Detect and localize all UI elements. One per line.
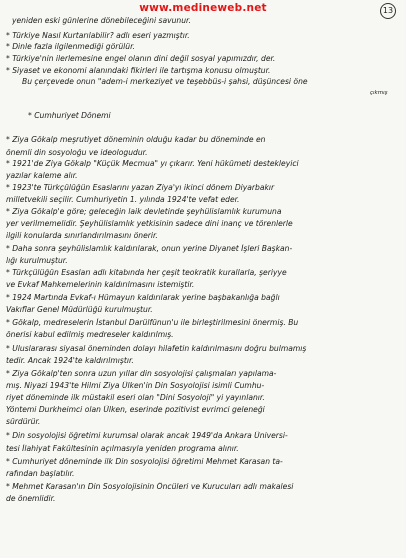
note-line: yeniden eski günlerine dönebileceğini savunur. bbox=[12, 16, 191, 25]
note-line: * 1923'te Türkçülüğün Esaslarını yazan Ziya'yı ikinci dönem Diyarbakır bbox=[6, 183, 275, 192]
note-line: * Türkiye'nin ilerlemesine engel olanın dini değil sosyal yapımızdır, der. bbox=[6, 54, 276, 63]
note-line: yer verilmemelidir. Şeyhülislamlık yetkisinin sadece dini inanç ve törenlerle bbox=[6, 219, 293, 228]
note-line: Yöntemi Durkheimci olan Ülken, eserinde pozitivist evrimci geleneği bbox=[6, 405, 265, 414]
note-line: de önemlidir. bbox=[6, 494, 56, 503]
note-line: riyet döneminde ilk müstakil eseri olan "Dini Sosyoloji" yi yayınlanır. bbox=[6, 393, 265, 402]
note-line: Vakıflar Genel Müdürlüğü kurulmuştur. bbox=[6, 305, 153, 314]
note-line: * 1924 Martında Evkaf-ı Hümayun kaldırılarak yerine başbakanlığa bağlı bbox=[6, 293, 280, 302]
note-line: tedir. Ancak 1924'te kaldırılmıştır. bbox=[6, 356, 134, 365]
note-line: lığı kurulmuştur. bbox=[6, 256, 68, 265]
note-line: önerisi kabul edilmiş medreseler kaldırılmış. bbox=[6, 330, 174, 339]
page-number: 13 bbox=[380, 3, 396, 19]
note-line: milletvekili seçilir. Cumhuriyetin 1. yılında 1924'te vefat eder. bbox=[6, 195, 240, 204]
note-line: mış. Niyazi 1943'te Hilmi Ziya Ülken'in Din Sosyolojisi isimli Cumhu- bbox=[6, 381, 265, 390]
note-line: * Gökalp, medreselerin İstanbul Darülfünun'u ile birleştirilmesini önermiş. Bu bbox=[6, 318, 299, 327]
note-line: çıkmış bbox=[370, 90, 388, 96]
note-line: yazılar kaleme alır. bbox=[6, 171, 78, 180]
note-line: * Uluslararası siyasal öneminden dolayı hilafetin kaldırılmasını doğru bulmamış bbox=[6, 344, 307, 353]
note-line: sürdürür. bbox=[6, 417, 41, 426]
note-line: * Ziya Gökalp meşrutiyet döneminin olduğu kadar bu döneminde en bbox=[6, 135, 266, 144]
note-line: * Daha sonra şeyhülislamlık kaldırılarak, onun yerine Diyanet İşleri Başkan- bbox=[6, 244, 293, 253]
note-line: * Cumhuriyet döneminde ilk Din sosyolojisi öğretimi Mehmet Karasan ta- bbox=[6, 457, 283, 466]
note-line: * Dinle fazla ilgilenmediği görülür. bbox=[6, 42, 135, 51]
note-line: rafından başlatılır. bbox=[6, 469, 75, 478]
note-line: * Siyaset ve ekonomi alanındaki fikirleri ile tartışma konusu olmuştur. bbox=[6, 66, 271, 75]
note-line: Bu çerçevede onun "adem-i merkeziyet ve teşebbüs-i şahsi, düşüncesi öne bbox=[22, 77, 308, 86]
note-line: ilgili konularda sınırlandırılmasını önerir. bbox=[6, 231, 158, 240]
note-line: * Mehmet Karasan'ın Din Sosyolojisinin Öncüleri ve Kurucuları adlı makalesi bbox=[6, 482, 294, 491]
note-line: * 1921'de Ziya Gökalp "Küçük Mecmua" yı çıkarır. Yeni hükümeti destekleyici bbox=[6, 159, 299, 168]
note-line: * Türkçülüğün Esasları adlı kitabında her çeşit teokratik kurallarla, şeriyye bbox=[6, 268, 287, 277]
section-heading: * Cumhuriyet Dönemi bbox=[28, 111, 111, 120]
note-line: ve Evkaf Mahkemelerinin kaldırılmasını istemiştir. bbox=[6, 280, 195, 289]
note-line: * Din sosyolojisi öğretimi kurumsal olarak ancak 1949'da Ankara Üniversi- bbox=[6, 431, 288, 440]
note-line: önemli din sosyoloğu ve ideologudur. bbox=[6, 148, 148, 157]
watermark-url: www.medineweb.net bbox=[139, 2, 267, 14]
note-line: * Ziya Gökalp'ten sonra uzun yıllar din sosyolojisi çalışmaları yapılama- bbox=[6, 369, 277, 378]
note-line: tesi İlahiyat Fakültesinin açılmasıyla yeniden programa alınır. bbox=[6, 444, 239, 453]
note-line: * Ziya Gökalp'e göre; geleceğin laik devletinde şeyhülislamlık kurumuna bbox=[6, 207, 282, 216]
note-line: * Türkiye Nasıl Kurtarılabilir? adlı eseri yazmıştır. bbox=[6, 31, 190, 40]
